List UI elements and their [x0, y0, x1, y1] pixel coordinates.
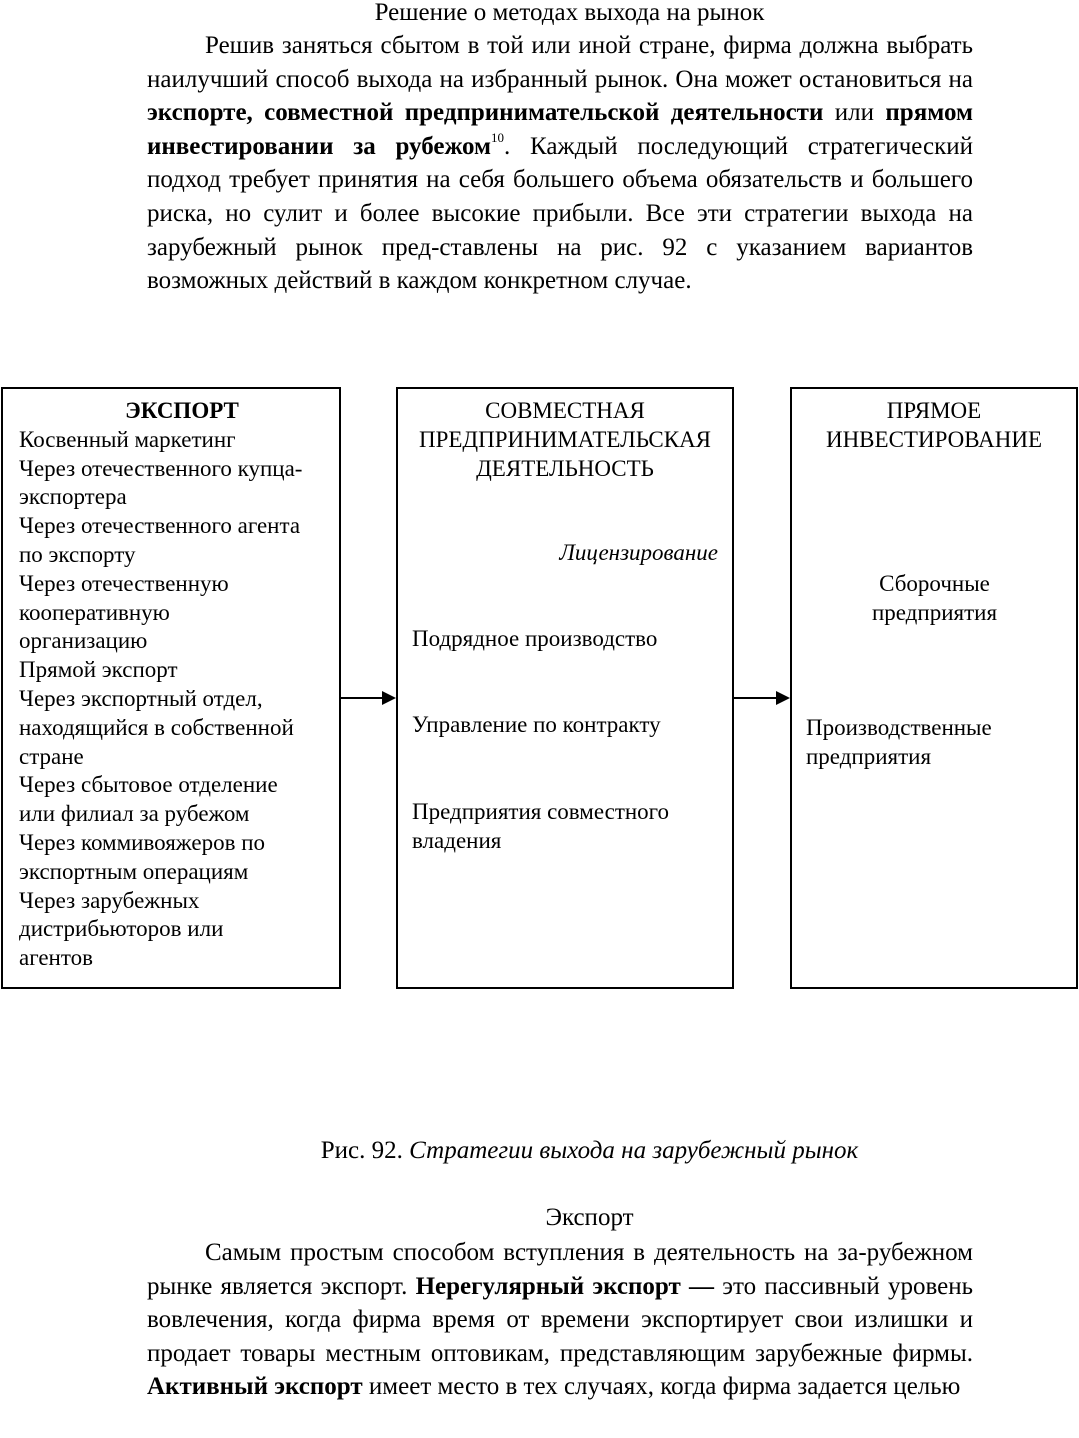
- export-item: Прямой экспорт: [19, 657, 178, 683]
- arrow-head-icon: [776, 691, 790, 705]
- export-item: Через отечественного купца-экспортера: [19, 455, 303, 510]
- caption-text: Стратегии выхода на зарубежный рынок: [409, 1137, 859, 1164]
- intro-bold-2: прямом инвестировании за рубежом: [147, 99, 973, 160]
- export-bold-2: Активный экспорт: [147, 1373, 363, 1401]
- export-bold-1: Нерегулярный экспорт —: [415, 1272, 715, 1300]
- export-item: Косвенный маркетинг: [19, 426, 236, 452]
- joint-licensing: Лицензирование: [559, 540, 718, 565]
- intro-text-1: Решив заняться сбытом в той или иной стране, фирма должна выбрать наилучший способ выхода на избранный рынок. Она может остановиться на: [147, 32, 973, 93]
- arrow-export-to-joint: [341, 697, 383, 699]
- export-box: [1, 387, 341, 989]
- export-paragraph: [147, 1236, 973, 1404]
- export-text-1: Самым простым способом вступления в деятельность на за-рубежном рынке является экспорт.: [147, 1239, 973, 1300]
- export-item: Через зарубежных дистрибьюторов или агентов: [19, 887, 224, 971]
- joint-item: Предприятия совместного владения: [412, 799, 670, 853]
- direct-item: Сборочные предприятия: [871, 571, 998, 625]
- export-item: Через коммивояжеров по экспортным операциям: [19, 829, 266, 884]
- joint-venture-box: [396, 387, 734, 989]
- intro-bold-1: экспорте, совместной предпринимательской деятельности: [147, 99, 824, 127]
- arrow-head-icon: [382, 691, 396, 705]
- export-box-title: ЭКСПОРТ: [125, 398, 239, 423]
- caption-prefix: Рис. 92.: [320, 1137, 410, 1164]
- section-title: Решение о методах выхода на рынок: [374, 0, 765, 26]
- export-item: Через экспортный отдел, находящийся в собственной стране: [19, 685, 294, 769]
- footnote-ref: 10: [491, 129, 505, 145]
- export-text-3: имеет место в тех случаях, когда фирма задается целью: [362, 1373, 961, 1401]
- export-text-2: это пассивный уровень вовлечения, когда фирма время от времени экспортирует свои излишки и продает товары местным оптовикам, представляющим зарубежные фирмы.: [147, 1272, 973, 1367]
- arrow-joint-to-direct: [734, 697, 777, 699]
- export-item: Через сбытовое отделение или филиал за рубежом: [19, 772, 278, 827]
- joint-item: Подрядное производство: [412, 626, 658, 651]
- direct-item: Производственные предприятия: [806, 715, 992, 769]
- export-item: Через отечественную кооперативную организацию: [19, 570, 229, 654]
- export-item: Через отечественного агента по экспорту: [19, 513, 301, 567]
- intro-text-2: или: [823, 99, 886, 127]
- joint-item: Управление по контракту: [412, 712, 661, 737]
- export-section-title: Экспорт: [545, 1204, 634, 1231]
- figure-caption: [0, 1137, 1079, 1165]
- direct-investment-box: [790, 387, 1078, 989]
- intro-text-3: . Каждый последующий стратегический подход требует принятия на себя большего объема обязательств и большего риска, но сулит и более высокие прибыли. Все эти стратегии выхода на зарубежный рынок пред-ставлены на рис. 92 с указанием вариантов возможных действий в каждом конкретном случае.: [147, 132, 973, 295]
- joint-box-title: СОВМЕСТНАЯ ПРЕДПРИНИМАТЕЛЬСКАЯ ДЕЯТЕЛЬНОСТЬ: [418, 398, 712, 481]
- intro-paragraph: [147, 29, 973, 298]
- direct-box-title: ПРЯМОЕ ИНВЕСТИРОВАНИЕ: [825, 398, 1043, 452]
